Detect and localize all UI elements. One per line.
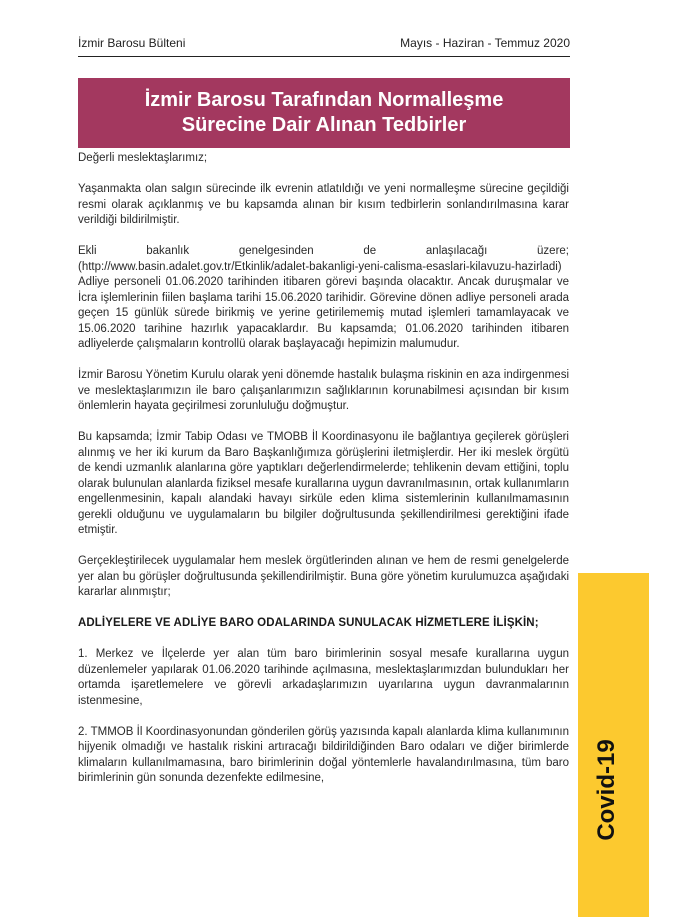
issue-date: Mayıs - Haziran - Temmuz 2020 xyxy=(400,36,570,50)
decision-item-2: 2. TMMOB İl Koordinasyonundan gönderilen görüş yazısında kapalı alanlarda klima kullanımının hijyenik olmadığı ve hastalık riskini artıracağı bildirildiğinden Baro odaları ve diğer birimlerde klimaların kullanılmamasına, baro birimlerinin doğal yöntemlerle havalandırılmasına, tüm baro birimlerinin gün sonunda dezenfekte edilmesine, xyxy=(78,725,569,784)
paragraph-5: Gerçekleştirilecek uygulamalar hem meslek örgütlerinden alınan ve hem de resmi genelgelerde yer alan bu görüşler doğrultusunda şekillendirilmiştir. Buna göre yönetim kurulumuzca aşağıdaki kararlar alınmıştır; xyxy=(78,555,569,598)
paragraph-4: Bu kapsamda; İzmir Tabip Odası ve TMOBB İl Koordinasyonu ile bağlantıya geçilerek görüşleri alınmış ve her iki kurum da Baro Başkanlığımıza görüşlerini iletmişlerdir. Her iki meslek örgütü de kendi uzmanlık alanlarına göre yaptıkları değerlendirmelerde; tehlikenin devam ettiğini, toplu olarak bulunulan alanlarda fiziksel mesafe kurallarına uygun davranılmasının, ortak kullanımların engellenmesinin, kapalı alandaki havayı sirküle eden klima sistemlerinin kullanılmamasının gerekli olduğunu ve uygulamaların bu bilgiler doğrultusunda şekillendirilmesi gerektiğini ifade etmiştir. xyxy=(78,431,569,536)
paragraph-3: İzmir Barosu Yönetim Kurulu olarak yeni dönemde hastalık bulaşma riskinin en aza indirgenmesi ve meslektaşlarımızın ile baro çalışanlarımızın sağlıklarının korunabilmesi açısından bir kısım önlemlerin hayata geçirilmesi zorunluluğu doğmuştur. xyxy=(78,369,569,412)
side-tab-label: Covid-19 xyxy=(593,739,620,841)
section-heading: ADLİYELERE VE ADLİYE BARO ODALARINDA SUNULACAK HİZMETLERE İLİŞKİN; xyxy=(78,617,539,629)
decision-item-1: 1. Merkez ve İlçelerde yer alan tüm baro birimlerinin sosyal mesafe kurallarına uygun düzenlemeler yapılarak 01.06.2020 tarihinde açılmasına, meslektaşlarımızdan bulundukları her ortamda işaretlemelere ve görevli arkadaşlarımızın uyarılarına uygun davranmalarının istenmesine, xyxy=(78,648,569,707)
paragraph-1: Yaşanmakta olan salgın sürecinde ilk evrenin atlatıldığı ve yeni normalleşme sürecine geçildiği resmi olarak açıklanmış ve bu kapsamda alınan bir kısım tedbirlerin sonlandırılmasına karar verildiği bildirilmiştir. xyxy=(78,183,569,226)
article-title-line-2: Sürecine Dair Alınan Tedbirler xyxy=(181,114,467,136)
article-title-line-1: İzmir Barosu Tarafından Normalleşme xyxy=(144,89,504,111)
greeting: Değerli meslektaşlarımız; xyxy=(78,152,208,164)
publication-name: İzmir Barosu Bülteni xyxy=(78,36,186,50)
paragraph-2: Ekli bakanlık genelgesinden de anlaşılacağı üzere; (http://www.basin.adalet.gov.tr/Etkinlik/adalet-bakanligi-yeni-calisma-esaslari-kilavuzu-hazirladi) Adliye personeli 01.06.2020 tarihinden itibaren görevi başında olacaktır. Ancak duruşmalar ve İcra işlemlerinin fiilen başlama tarihi 15.06.2020 tarihidir. Görevine dönen adliye personeli arada geçen 15 günlük sürede birikmiş ve yerine getirilememiş mutad işlemleri tamamlayacak ve 15.06.2020 tarihine hazırlık yapacaklardır. Bu kapsamda; 01.06.2020 tarihinden itibaren adliyelerde çalışmaların kontrollü olarak başlayacağı hepimizin malumudur. xyxy=(78,245,569,350)
header-divider xyxy=(78,56,570,57)
article-title-banner xyxy=(78,78,570,148)
article-body xyxy=(78,151,569,802)
